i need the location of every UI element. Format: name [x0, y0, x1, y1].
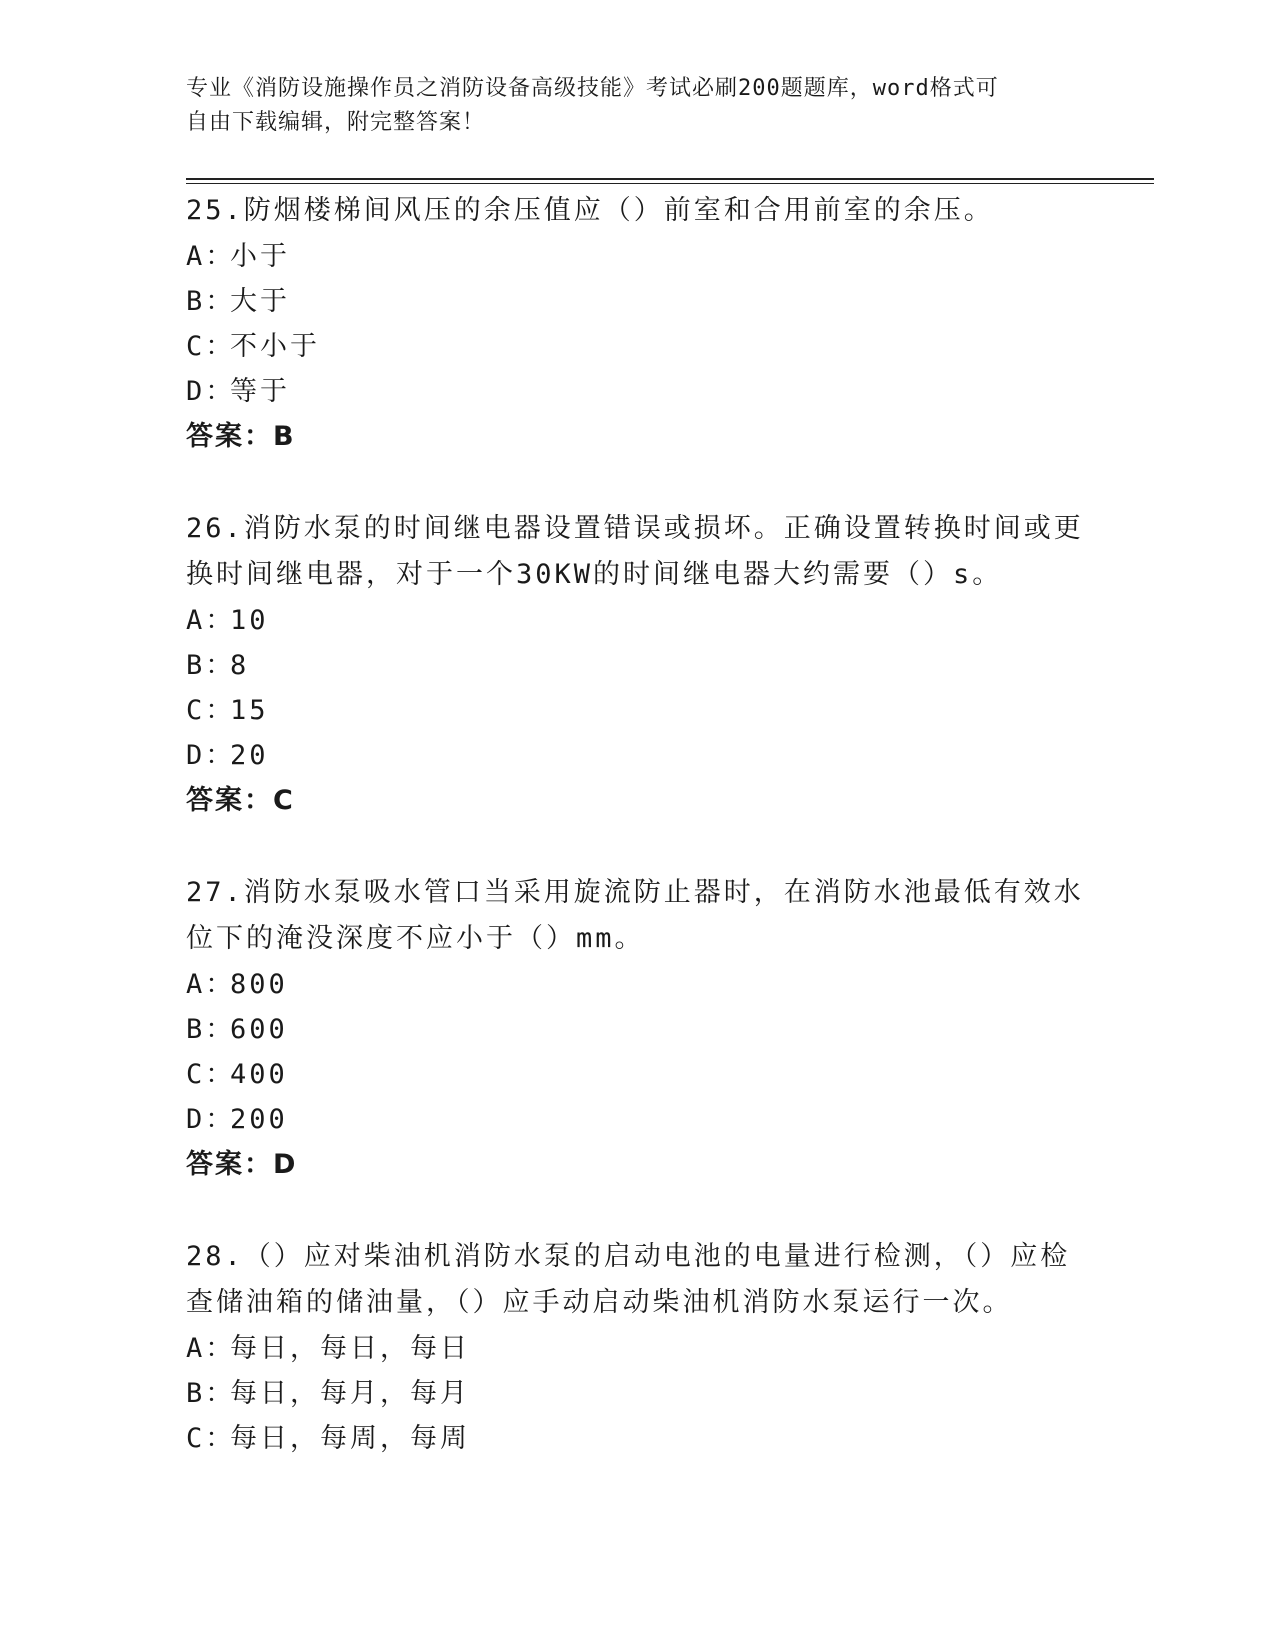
option-letter: B：: [186, 1378, 236, 1409]
option-text: 8: [230, 650, 250, 681]
question-25: [186, 188, 1156, 460]
header-divider: [186, 178, 1154, 180]
option-a: [186, 1326, 1156, 1371]
option-letter: C：: [186, 331, 236, 362]
option-b: [186, 279, 1156, 324]
question-stem: 25.防烟楼梯间风压的余压值应（）前室和合用前室的余压。: [186, 195, 994, 226]
option-text: 小于: [230, 241, 290, 272]
option-letter: D：: [186, 740, 236, 771]
option-text: 400: [230, 1059, 288, 1090]
option-c: [186, 688, 1156, 733]
option-b: [186, 643, 1156, 688]
header-line-2: 自由下载编辑，附完整答案！: [186, 110, 486, 135]
option-a: [186, 962, 1156, 1007]
option-text: 等于: [230, 376, 290, 407]
option-letter: C：: [186, 1059, 236, 1090]
option-text: 10: [230, 605, 269, 636]
option-letter: A：: [186, 1333, 236, 1364]
option-letter: C：: [186, 695, 236, 726]
option-text: 每日，每周，每周: [230, 1423, 470, 1454]
option-b: [186, 1371, 1156, 1416]
option-text: 每日，每日，每日: [230, 1333, 470, 1364]
option-text: 600: [230, 1014, 288, 1045]
option-letter: B：: [186, 650, 236, 681]
option-c: [186, 1416, 1156, 1461]
document-page: [186, 0, 1156, 1650]
question-stem: 26.消防水泵的时间继电器设置错误或损坏。正确设置转换时间或更换时间继电器，对于一个30KW的时间继电器大约需要（）s。: [186, 513, 1084, 590]
question-stem: 28.（）应对柴油机消防水泵的启动电池的电量进行检测，（）应检查储油箱的储油量，（）应手动启动柴油机消防水泵运行一次。: [186, 1241, 1071, 1318]
question-28: [186, 1234, 1156, 1461]
option-d: [186, 733, 1156, 778]
option-letter: D：: [186, 1104, 236, 1135]
option-d: [186, 369, 1156, 414]
option-letter: B：: [186, 286, 236, 317]
option-letter: A：: [186, 241, 236, 272]
question-stem: 27.消防水泵吸水管口当采用旋流防止器时，在消防水池最低有效水位下的淹没深度不应小于（）mm。: [186, 877, 1084, 954]
option-letter: A：: [186, 605, 236, 636]
option-text: 每日，每月，每月: [230, 1378, 470, 1409]
option-text: 大于: [230, 286, 290, 317]
option-b: [186, 1007, 1156, 1052]
option-letter: A：: [186, 969, 236, 1000]
option-text: 不小于: [230, 331, 320, 362]
answer-label: 答案：C: [186, 785, 295, 816]
option-letter: B：: [186, 1014, 236, 1045]
option-a: [186, 598, 1156, 643]
option-letter: C：: [186, 1423, 236, 1454]
option-text: 200: [230, 1104, 288, 1135]
option-text: 20: [230, 740, 269, 771]
header-line-1: 专业《消防设施操作员之消防设备高级技能》考试必刷200题题库，word格式可: [186, 76, 999, 101]
option-text: 15: [230, 695, 269, 726]
option-text: 800: [230, 969, 288, 1000]
document-header: [186, 72, 1086, 140]
answer-label: 答案：D: [186, 1149, 298, 1180]
answer-label: 答案：B: [186, 421, 296, 452]
question-list: [186, 188, 1156, 1507]
question-26: [186, 506, 1156, 824]
option-d: [186, 1097, 1156, 1142]
question-27: [186, 870, 1156, 1188]
option-letter: D：: [186, 376, 236, 407]
option-c: [186, 324, 1156, 369]
option-c: [186, 1052, 1156, 1097]
header-divider-thin: [186, 183, 1154, 184]
option-a: [186, 234, 1156, 279]
